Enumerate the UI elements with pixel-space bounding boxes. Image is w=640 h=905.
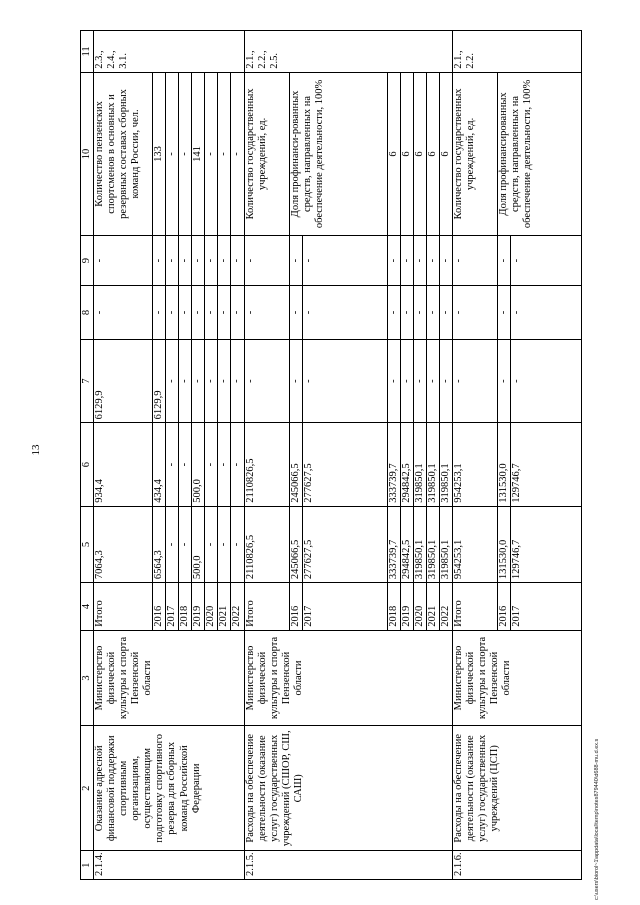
cell-c8: - (244, 286, 289, 340)
section-executor: Министерство физической культуры и спорта Пензенской области (94, 630, 244, 725)
program-table (80, 30, 582, 880)
cell-c9: - (426, 236, 439, 286)
cell-c7: - (439, 339, 452, 422)
header-cell: 10 (81, 72, 94, 235)
cell-c9: - (244, 236, 289, 286)
cell-c9: - (413, 236, 426, 286)
header-cell: 2 (81, 726, 94, 851)
cell-c5: 6564,3 (153, 506, 166, 582)
cell-c8: - (400, 286, 413, 340)
total-label: Итого (452, 583, 497, 631)
section-refs: 2.1., 2.2. (452, 31, 581, 73)
cell-c6: 319850,1 (413, 423, 426, 506)
rotated-table-container (80, 30, 590, 880)
cell-c7: - (179, 339, 192, 422)
header-cell: 9 (81, 236, 94, 286)
header-cell: 1 (81, 851, 94, 880)
cell-c9: - (497, 236, 510, 286)
cell-c9: - (302, 236, 387, 286)
cell-c5: - (231, 506, 244, 582)
cell-c5: - (166, 506, 179, 582)
cell-c7: - (166, 339, 179, 422)
cell-c8: - (179, 286, 192, 340)
year-cell: 2018 (387, 583, 400, 631)
cell-c5: 245066,5 (289, 506, 302, 582)
indicator-title: Количество государственных учреждений, ед. (244, 72, 289, 235)
cell-c8: - (205, 286, 218, 340)
cell-c9: - (192, 236, 205, 286)
section-total-row (452, 31, 497, 880)
cell-c7: - (510, 339, 581, 422)
section-refs: 2.3., 2.4., 3.1. (94, 31, 244, 73)
cell-c6: 129746,7 (510, 423, 581, 506)
column-number-row (81, 31, 94, 880)
cell-c9: - (231, 236, 244, 286)
cell-c5: - (205, 506, 218, 582)
year-cell: 2021 (426, 583, 439, 631)
cell-c6: 277627,5 (302, 423, 387, 506)
section-name: Расходы на обеспечение деятельности (оказание услуг) государственных учреждений (СШОР, СШ, САШ) (244, 726, 452, 851)
section-code: 2.1.6. (452, 851, 581, 880)
cell-c5: 319850,1 (426, 506, 439, 582)
cell-c7: 6129,9 (94, 339, 153, 422)
cell-c9: - (94, 236, 153, 286)
header-cell: 5 (81, 506, 94, 582)
cell-c9: - (153, 236, 166, 286)
cell-c8: - (387, 286, 400, 340)
cell-c10: - (231, 72, 244, 235)
cell-c9: - (510, 236, 581, 286)
cell-c5: 131530,0 (497, 506, 510, 582)
indicator-title: Количество государственных учреждений, ед. (452, 72, 497, 235)
total-label: Итого (244, 583, 289, 631)
cell-c7: - (231, 339, 244, 422)
cell-c5: 7064,3 (94, 506, 153, 582)
year-cell: 2016 (153, 583, 166, 631)
cell-c5: 319850,1 (439, 506, 452, 582)
cell-c6: - (166, 423, 179, 506)
cell-c5: 500,0 (192, 506, 205, 582)
cell-c6: 954253,1 (452, 423, 497, 506)
cell-c6: 2110826,5 (244, 423, 289, 506)
year-cell: 2020 (413, 583, 426, 631)
cell-c7: - (218, 339, 231, 422)
section-code: 2.1.4. (94, 851, 244, 880)
cell-c7: 6129,9 (153, 339, 166, 422)
cell-c7: - (413, 339, 426, 422)
cell-c8: - (413, 286, 426, 340)
cell-c5: 277627,5 (302, 506, 387, 582)
year-cell: 2016 (289, 583, 302, 631)
cell-c6: 333739,7 (387, 423, 400, 506)
year-cell: 2022 (439, 583, 452, 631)
cell-c8: - (94, 286, 153, 340)
cell-c10: - (205, 72, 218, 235)
year-cell: 2016 (497, 583, 510, 631)
cell-c10: - (218, 72, 231, 235)
year-cell: 2017 (510, 583, 581, 631)
cell-c5: - (179, 506, 192, 582)
cell-c7: - (426, 339, 439, 422)
cell-c10: 6 (400, 72, 413, 235)
footer-file-path: c:\users\biorol~1\appdata\local\temp\notes879440\d688-mu.d.ex.s (594, 738, 600, 900)
cell-c6: 434,4 (153, 423, 166, 506)
cell-c5: 129746,7 (510, 506, 581, 582)
cell-c8: - (218, 286, 231, 340)
year-cell: 2019 (400, 583, 413, 631)
cell-c8: - (166, 286, 179, 340)
header-cell: 11 (81, 31, 94, 73)
cell-c8: - (192, 286, 205, 340)
cell-c8: - (153, 286, 166, 340)
cell-c9: - (439, 236, 452, 286)
cell-c9: - (289, 236, 302, 286)
cell-c7: - (302, 339, 387, 422)
year-cell: 2017 (302, 583, 387, 631)
cell-c7: - (497, 339, 510, 422)
cell-c5: 2110826,5 (244, 506, 289, 582)
cell-c5: - (218, 506, 231, 582)
section-name: Оказание адресной финансовой поддержки спортивным организациям, осуществляющим подготовку спортивного резерва для сборных команд Российской Федерации (94, 726, 244, 851)
section-executor: Министерство физической культуры и спорта Пензенской области (452, 630, 581, 725)
cell-c6: 319850,1 (426, 423, 439, 506)
cell-c8: - (289, 286, 302, 340)
year-cell: 2021 (218, 583, 231, 631)
header-cell: 8 (81, 286, 94, 340)
year-cell: 2020 (205, 583, 218, 631)
cell-c7: - (400, 339, 413, 422)
year-cell: 2018 (179, 583, 192, 631)
section-code: 2.1.5. (244, 851, 452, 880)
section-executor: Министерство физической культуры и спорта Пензенской области (244, 630, 452, 725)
cell-c10: 6 (387, 72, 400, 235)
year-cell: 2022 (231, 583, 244, 631)
section-total-row (94, 31, 153, 880)
cell-c8: - (439, 286, 452, 340)
cell-c6: - (179, 423, 192, 506)
cell-c6: 500,0 (192, 423, 205, 506)
cell-c8: - (497, 286, 510, 340)
section-refs: 2.1., 2.2., 2.5. (244, 31, 452, 73)
cell-c7: - (244, 339, 289, 422)
cell-c10: 6 (413, 72, 426, 235)
indicator-title: Доля профинансированных средств, направленных на обеспечение деятельности, 100% (497, 72, 581, 235)
indicator-title: Количество пензенских спортсменов в основных и резервных составах сборных команд России, чел. (94, 72, 153, 235)
cell-c9: - (166, 236, 179, 286)
cell-c9: - (400, 236, 413, 286)
cell-c8: - (231, 286, 244, 340)
cell-c9: - (452, 236, 497, 286)
cell-c5: 954253,1 (452, 506, 497, 582)
indicator-title: Доля профинанси-рованных средств, направленных на обеспечение деятельности, 100% (289, 72, 387, 235)
cell-c9: - (387, 236, 400, 286)
cell-c5: 319850,1 (413, 506, 426, 582)
cell-c6: - (218, 423, 231, 506)
cell-c7: - (289, 339, 302, 422)
cell-c6: 319850,1 (439, 423, 452, 506)
total-label: Итого (94, 583, 153, 631)
section-name: Расходы на обеспечение деятельности (оказание услуг) государственных учреждений (ЦСП) (452, 726, 581, 851)
cell-c7: - (205, 339, 218, 422)
year-cell: 2019 (192, 583, 205, 631)
cell-c8: - (302, 286, 387, 340)
cell-c8: - (426, 286, 439, 340)
cell-c10: 6 (439, 72, 452, 235)
year-cell: 2017 (166, 583, 179, 631)
cell-c5: 294842,5 (400, 506, 413, 582)
cell-c5: 333739,7 (387, 506, 400, 582)
cell-c6: 934,4 (94, 423, 153, 506)
cell-c6: - (205, 423, 218, 506)
cell-c7: - (452, 339, 497, 422)
cell-c10: - (166, 72, 179, 235)
cell-c9: - (218, 236, 231, 286)
cell-c10: 133 (153, 72, 166, 235)
header-cell: 3 (81, 630, 94, 725)
cell-c8: - (452, 286, 497, 340)
cell-c6: 294842,5 (400, 423, 413, 506)
cell-c10: 141 (192, 72, 205, 235)
cell-c10: - (179, 72, 192, 235)
cell-c6: - (231, 423, 244, 506)
section-total-row (244, 31, 289, 880)
cell-c7: - (387, 339, 400, 422)
cell-c10: 6 (426, 72, 439, 235)
header-cell: 4 (81, 583, 94, 631)
cell-c7: - (192, 339, 205, 422)
cell-c6: 245066,5 (289, 423, 302, 506)
cell-c6: 131530,0 (497, 423, 510, 506)
cell-c9: - (179, 236, 192, 286)
cell-c8: - (510, 286, 581, 340)
header-cell: 7 (81, 339, 94, 422)
page-number: 13 (30, 444, 42, 456)
header-cell: 6 (81, 423, 94, 506)
cell-c9: - (205, 236, 218, 286)
